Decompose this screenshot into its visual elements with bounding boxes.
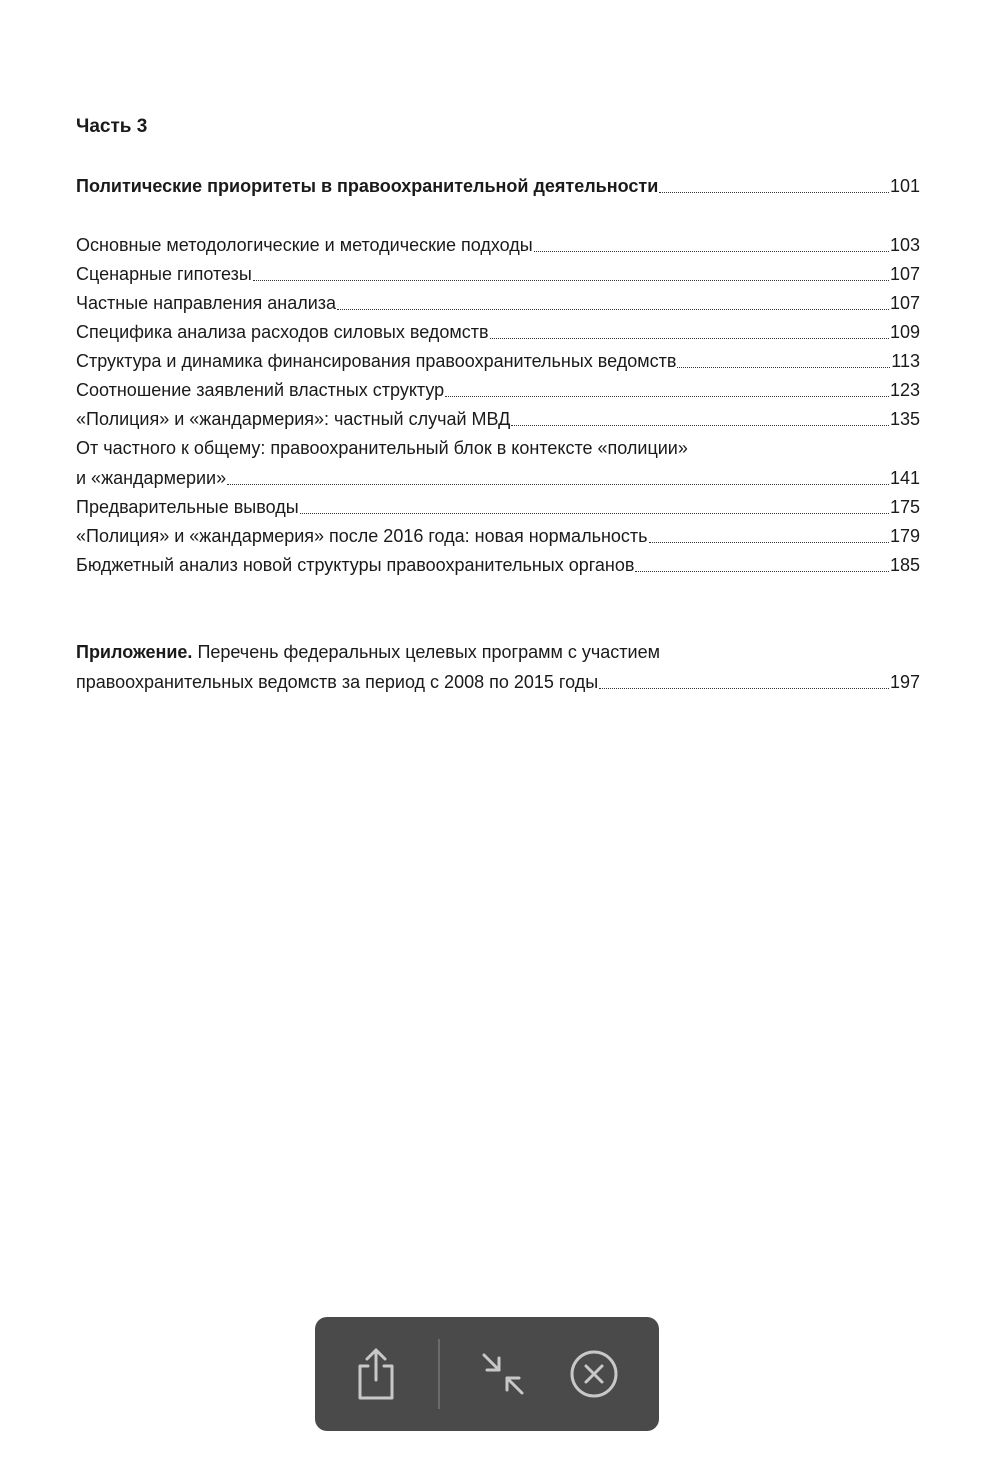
toc-leader-dots [677,367,890,368]
toc-entry-title: Основные методологические и методические подходы [76,235,533,255]
appendix-first-line [76,640,660,664]
toc-entry-title: Частные направления анализа [76,293,337,313]
toc-entry[interactable] [76,553,920,577]
toc-leader-dots [659,192,889,193]
toc-entry-title: Политические приоритеты в правоохранительной деятельности [76,176,659,196]
toc-entry-title: и «жандармерии» [76,468,227,488]
toc-entry[interactable] [76,495,920,519]
toc-entry[interactable] [76,233,920,257]
toc-page-number: 135 [889,409,920,429]
toc-leader-dots [445,396,889,397]
toc-leader-dots [599,688,889,689]
toc-page-number: 179 [889,526,920,546]
toc-entry-title: правоохранительных ведомств за период с 2008 по 2015 годы [76,672,599,692]
toc-leader-dots [337,309,889,310]
close-icon [568,1348,620,1400]
share-icon [352,1346,400,1402]
toc-page-number: 175 [889,497,920,517]
toc-leader-dots [227,484,889,485]
toc-leader-dots [511,425,889,426]
toc-leader-dots [300,513,889,514]
toc-entry[interactable] [76,320,920,344]
toc-leader-dots [635,571,889,572]
appendix-text-line1: Перечень федеральных целевых программ с участием [192,642,660,662]
toc-entry-title: Соотношение заявлений властных структур [76,380,445,400]
toolbar-divider [438,1339,440,1409]
toc-page-number: 141 [889,468,920,488]
toc-entry-title: «Полиция» и «жандармерия»: частный случай МВД [76,409,511,429]
toc-page-number: 109 [889,322,920,342]
toc-entry-title: Специфика анализа расходов силовых ведомств [76,322,489,342]
share-button[interactable] [346,1344,406,1404]
toc-entry-title: Структура и динамика финансирования правоохранительных ведомств [76,351,677,371]
toc-page-number: 107 [889,293,920,313]
toc-entry-title: Бюджетный анализ новой структуры правоохранительных органов [76,555,635,575]
toc-main-entry[interactable] [76,174,920,198]
part-title: Часть 3 [76,116,148,137]
toc-page-number: 107 [889,264,920,284]
toc-page-number: 113 [891,351,920,371]
close-button[interactable] [564,1344,624,1404]
toc-leader-dots [534,251,889,252]
toc-entry[interactable] [76,466,920,490]
toc-leader-dots [490,338,889,339]
toc-entry-first-line: От частного к общему: правоохранительный блок в контексте «полиции» [76,438,688,458]
minimize-button[interactable] [473,1344,533,1404]
toc-page-number: 197 [889,672,920,692]
floating-toolbar [315,1317,659,1431]
toc-entry[interactable] [76,378,920,402]
toc-page-number: 101 [889,176,920,196]
toc-page-number: 103 [889,235,920,255]
toc-entry-title: Предварительные выводы [76,497,299,517]
toc-appendix-entry[interactable] [76,670,920,694]
toc-leader-dots [253,280,889,281]
toc-page-number: 185 [889,555,920,575]
toc-entry-title: Сценарные гипотезы [76,264,252,284]
toc-entry[interactable] [76,524,920,548]
toc-entry[interactable] [76,349,920,373]
toc-page-number: 123 [889,380,920,400]
toc-entry-title: «Полиция» и «жандармерия» после 2016 года: новая нормальность [76,526,648,546]
toc-entry[interactable] [76,407,920,431]
toc-entry[interactable] [76,291,920,315]
toc-leader-dots [649,542,889,543]
toc-entry[interactable] [76,262,920,286]
appendix-lead: Приложение. [76,642,193,662]
minimize-icon [478,1349,528,1399]
